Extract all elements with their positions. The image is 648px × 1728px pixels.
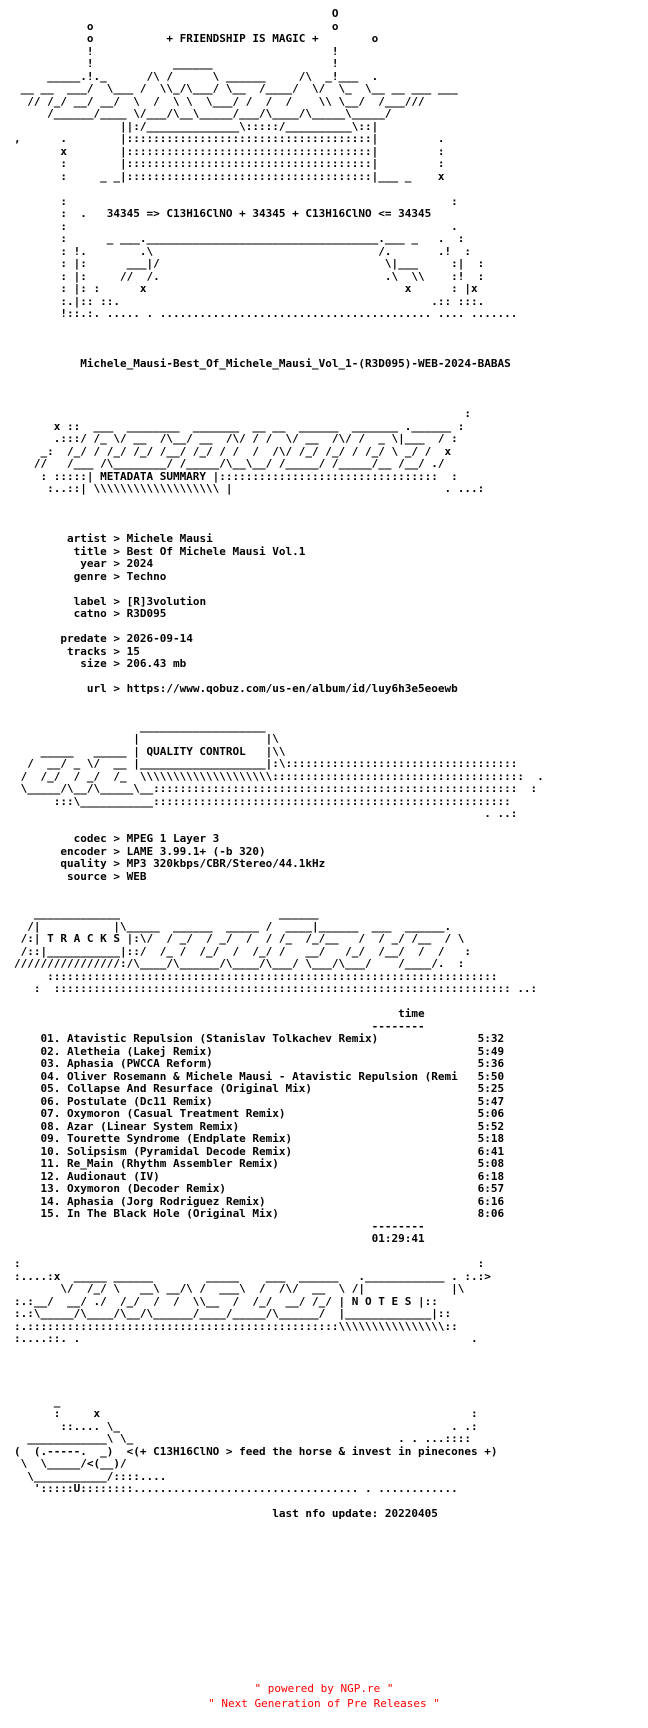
- formula: 34345 => C13H16ClNO + 34345 + C13H16ClNO <= 34345: [106, 207, 432, 220]
- track-title: In The Black Hole (Original Mix): [67, 1207, 471, 1220]
- powered-by[interactable]: " powered by NGP.re ": [254, 1682, 394, 1695]
- track-title: Re_Main (Rhythm Assembler Remix): [67, 1157, 471, 1170]
- catno-value: R3D095: [126, 607, 167, 620]
- track-number: 12.: [40, 1169, 61, 1183]
- track-number: 05.: [40, 1082, 61, 1095]
- track-number: 11.: [40, 1157, 61, 1170]
- next-generation: " Next Generation of Pre Releases ": [208, 1697, 440, 1710]
- year-value: 2024: [126, 557, 154, 570]
- track-time: 6:41: [470, 1144, 505, 1158]
- total-time: 01:29:41: [371, 1232, 425, 1245]
- metadata-title: METADATA SUMMARY: [100, 469, 207, 483]
- title-value: Best Of Michele Mausi Vol.1: [126, 544, 306, 558]
- track-time: 5:32: [470, 1032, 505, 1045]
- url-value: https://www.qobuz.com/us-en/album/id/luy6h3e5eoewb: [126, 682, 458, 695]
- track-number: 04.: [40, 1069, 61, 1083]
- track-time: 5:36: [470, 1057, 505, 1070]
- tagline: + FRIENDSHIP IS MAGIC +: [166, 32, 319, 45]
- track-title: Oxymoron (Decoder Remix): [67, 1182, 471, 1195]
- track-number: 10.: [40, 1144, 61, 1158]
- track-number: 13.: [40, 1182, 61, 1195]
- track-time: 5:47: [470, 1094, 505, 1108]
- size-value: 206.43 mb: [126, 657, 187, 670]
- last-update: last nfo update: 20220405: [272, 1507, 438, 1520]
- genre-value: Techno: [126, 569, 167, 583]
- notes-text: <(+ C13H16ClNO > feed the horse & invest in pinecones +): [126, 1444, 498, 1458]
- track-number: 02.: [40, 1044, 61, 1058]
- track-title: Aphasia (Jorg Rodriguez Remix): [67, 1194, 471, 1208]
- track-number: 08.: [40, 1119, 61, 1133]
- track-title: Oxymoron (Casual Treatment Remix): [67, 1107, 471, 1120]
- label-value: [R]3volution: [126, 594, 207, 608]
- release-name: Michele_Mausi-Best_Of_Michele_Mausi_Vol_1-(R3D095)-WEB-2024-BABAS: [80, 357, 511, 370]
- track-time: 5:06: [470, 1107, 505, 1120]
- encoder-value: LAME 3.99.1+ (-b 320): [126, 844, 266, 858]
- source-value: WEB: [126, 869, 147, 883]
- track-time: 6:16: [470, 1194, 505, 1208]
- track-title: Tourette Syndrome (Endplate Remix): [67, 1132, 471, 1145]
- track-title: Aletheia (Lakej Remix): [67, 1044, 471, 1058]
- quality-value: MP3 320kbps/CBR/Stereo/44.1kHz: [126, 857, 326, 870]
- track-title: Oliver Rosemann & Michele Mausi - Atavistic Repulsion (Remi: [67, 1069, 471, 1083]
- track-title: Audionaut (IV): [67, 1169, 471, 1183]
- quality-title: QUALITY CONTROL: [146, 744, 246, 758]
- predate-value: 2026-09-14: [126, 632, 193, 645]
- nfo-art: O o o o + FRIENDSHIP IS MAGIC + o ! ! ! ______ ! _____.!._ /\ / \ ______ /\ _!___ . __ __ ___/ \___ / \\_/\___/ \__ /____/ \/ \_ \__ __ ___ ___ // /_/ __/ __/ \ / \ \ \___/ / / / \\ \__/ /___/// /______/____ \/___/\__\_____/___/\____/\_____\_____/ ||:/______________\:::::/__________\::| , . |:::::::::::::::::::::::::::::::::::::| . x |:::::::::::::::::::::::::::::::::::::| : : |:::::::::::::::::::::::::::::::::::::| : : _ _|:::::::::::::::::::::::::::::::::::::|___ _ x : : : . 34345 => C13H16ClNO + 34345 + C13H16ClNO <= 34345 : . : _ ___.___________________________________.___ _ . : : !. .\ /. .! : : |: ___|/ \|___ :| : : |: // /. .\ \\ :! : : |: : x x : |x :.|:: ::. .:: :::. !::.:. ..... . ......................................... .... ....... Michele_Mausi-Best_Of_Michele_Mausi_Vol_1-(R3D095)-WEB-2024-BABAS : x :: ___ ________ _______ __ __ ______ _______ .______ : .:::/ /_ \/ __ /\__/ __ /\/ / / \/ __ /\/ / _ \|___ / : _: /_/ / /_/ /_/ /__/ /_/ / / / /\/ /_/ /_/ / /_/ \ _/ / x // /___ /\________/ /_____/\__\__/ /_____/ /_____/__ /__/ ./ : :::::| METADATA SUMMARY |::::::::::::::::::::::::::::::::: : :..::| \\\\\\\\\\\\\\\\\\\ | . ...: artist > Michele Mausi title > Best Of Michele Mausi Vol.1 year > 2024 genre > Techno label > [R]3volution catno > R3D095 predate > 2026-09-14 tracks > 15 size > 206.43 mb url > https://www.qobuz.com/us-en/album/id/luy6h3e5eoewb ___________________ | |\ _____ _____ | QUALITY CONTROL |\\ / __/ _ \/ __ |___________________|:\::::::::::::::::::::::::::::::::::: / /_/ / _/ /_ \\\\\\\\\\\\\\\\\\\\:::::::::::::::::::::::::::::::::::::: . \_____/\__/\_____\__::::::::::::::::::::::::::::::::::::::::::::::::::::::: : :::\___________:::::::::::::::::::::::::::::::::::::::::::::::::::::: . ..: codec > MPEG 1 Layer 3 encoder > LAME 3.99.1+ (-b 320) quality > MP3 320kbps/CBR/Stereo/44.1kHz source > WEB _____________ ______ /| |\_____ ______ _____ / ____|______ ___ ______. /:| T R A C K S |:\/ / _/ / _/ / / /_ /_/__ / / _/ /__ / \ /::|___________|::/ /_ / /_/ / /_/ / __/ /_/ /__/ / / : ////////////////:/\____/\______/\____/\___/ \___/\___/ /____/. : :::::::::::::::::::::::::::::::::::::::::::::::::::::::::::::::::::: : ::::::::::::::::::::::::::::::::::::::::::::::::::::::::::::::::::::: ..: time -------- 01. Atavistic Repulsion (Stanislav Tolkachev Remix) 5:32 02. Aletheia (Lakej Remix) 5:49 03. Aphasia (PWCCA Reform) 5:36 04. Oliver Rosemann & Michele Mausi - Atavistic Repulsion (Remi 5:50 05. Collapse And Resurface (Original Mix) 5:25 06. Postulate (Dc11 Remix) 5:47 07. Oxymoron (Casual Treatment Remix) 5:06 08. Azar (Linear System Remix) 5:52 09. Tourette Syndrome (Endplate Remix) 5:18 10. Solipsism (Pyramidal Decode Remix) 6:41 11. Re_Main (Rhythm Assembler Remix) 5:08 12. Audionaut (IV) 6:18 13. Oxymoron (Decoder Remix) 6:57 14. Aphasia (Jorg Rodriguez Remix) 6:16 15. In The Black Hole (Original Mix) 8:06 -------- 01:29:41 : : :....:x _____ ______ _____ ___ ______ .____________ . :.:> \/ /_/ \ __\ __/\ / ___\ / /\/ __ \ /| |\ :.:__/ __/ ./ /_/ / / \\__ / /_/ __/ /_/ | N O T E S |:: :.:\_____/\____/\__/\______/____/_____/\______/ |_____________|:: :.:::::::::::::::::::::::::::::::::::::::::::::::\\\\\\\\\\\\\\\\:: :....::. . . _ : x : ::.... \_ . .: ____________\ \_ . . ...:::: ( (.-----. _) <(+ C13H16ClNO > feed the horse & invest in pinecones +) \ \_____/<(__)/ \___________/::::.... ':::::U::::::::.................................. . ............ last nfo update: 20220405: [14, 8, 544, 1520]
- track-number: 14.: [40, 1194, 61, 1208]
- track-title: Solipsism (Pyramidal Decode Remix): [67, 1144, 471, 1158]
- track-number: 15.: [40, 1207, 61, 1220]
- track-title: Postulate (Dc11 Remix): [67, 1094, 471, 1108]
- track-time: 5:08: [470, 1157, 505, 1170]
- track-time: 5:52: [470, 1119, 505, 1133]
- track-title: Azar (Linear System Remix): [67, 1119, 471, 1133]
- track-number: 06.: [40, 1094, 61, 1108]
- track-number: 09.: [40, 1132, 61, 1145]
- track-time: 5:25: [470, 1082, 505, 1095]
- track-time: 6:57: [470, 1182, 505, 1195]
- track-title: Aphasia (PWCCA Reform): [67, 1057, 471, 1070]
- track-time: 8:06: [470, 1207, 505, 1220]
- codec-value: MPEG 1 Layer 3: [126, 832, 220, 845]
- tracks-title: T R A C K S: [47, 932, 120, 945]
- track-time: 6:18: [470, 1169, 505, 1183]
- artist-value: Michele Mausi: [126, 532, 213, 545]
- notes-title: N O T E S: [351, 1294, 412, 1308]
- track-time: 5:49: [470, 1044, 505, 1058]
- tracks-value: 15: [126, 644, 140, 658]
- track-title: Collapse And Resurface (Original Mix): [67, 1082, 471, 1095]
- track-number: 01.: [40, 1032, 61, 1045]
- track-title: Atavistic Repulsion (Stanislav Tolkachev Remix): [67, 1032, 471, 1045]
- track-number: 03.: [40, 1057, 61, 1070]
- track-number: 07.: [40, 1107, 61, 1120]
- track-time: 5:50: [470, 1069, 505, 1083]
- track-time: 5:18: [470, 1132, 505, 1145]
